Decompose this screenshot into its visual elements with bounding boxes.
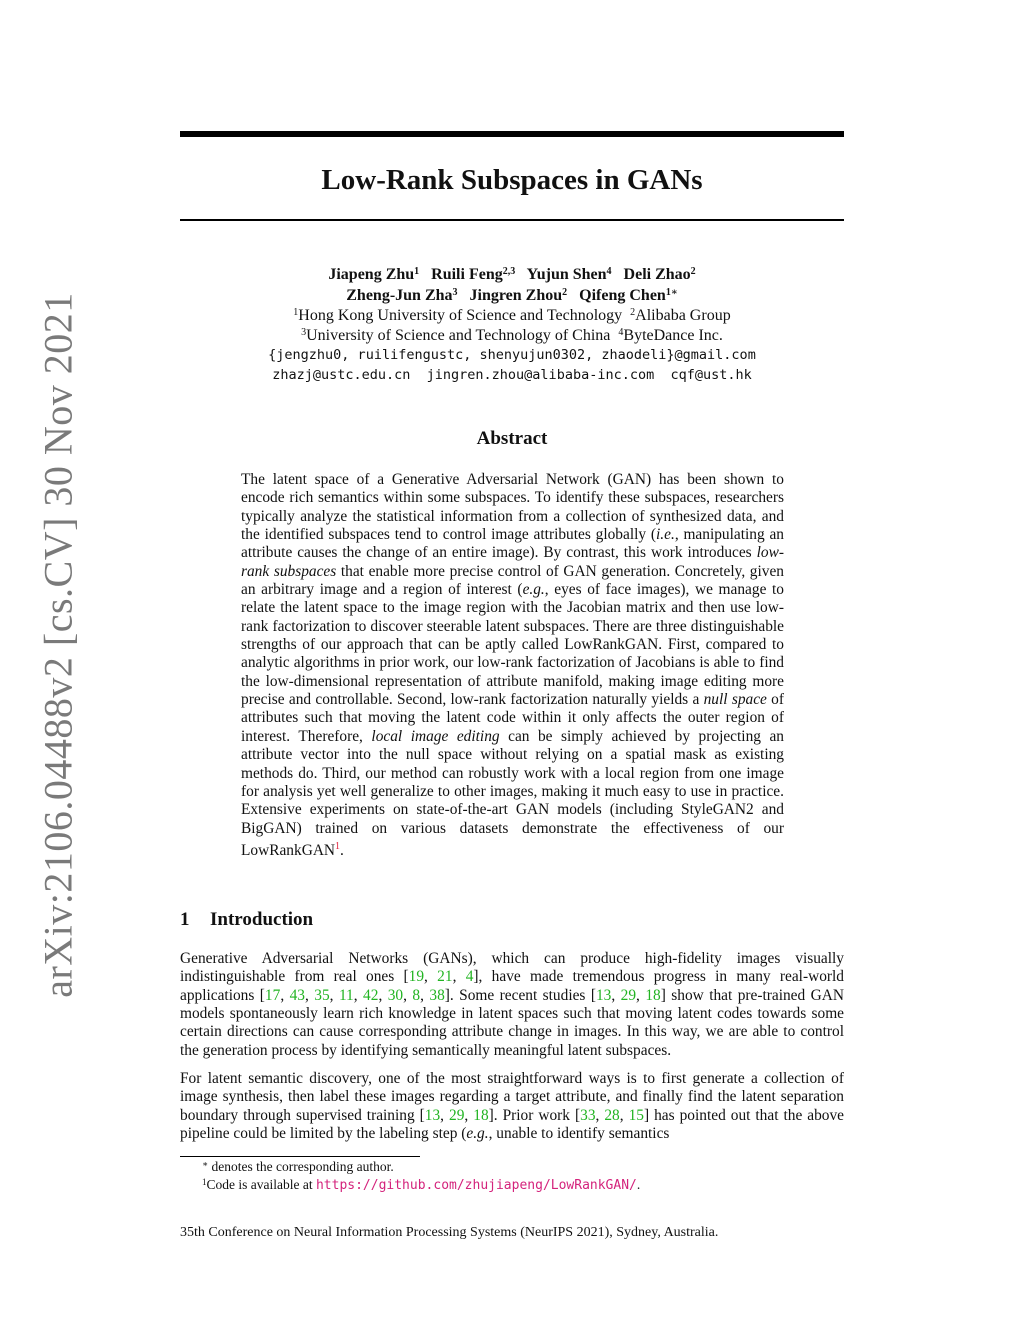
footnote-text: Code is available at bbox=[206, 1177, 316, 1192]
abstract-italic-local-editing: local image editing bbox=[371, 727, 500, 745]
title-top-rule bbox=[180, 131, 844, 137]
citation-link[interactable]: 29 bbox=[449, 1106, 465, 1124]
author-name: Ruili Feng bbox=[431, 266, 503, 283]
footnote-link-1[interactable]: 1 bbox=[335, 840, 341, 852]
citation-link[interactable]: 4 bbox=[465, 968, 474, 986]
affiliations-line-2 bbox=[180, 326, 844, 346]
affiliation-mark: 4 bbox=[618, 327, 624, 338]
footnote-divider bbox=[180, 1156, 420, 1157]
author-list bbox=[180, 264, 844, 306]
paragraph-text: ]. Some recent studies [ bbox=[444, 986, 596, 1004]
footnote-text: denotes the corresponding author. bbox=[208, 1159, 394, 1174]
citation-link[interactable]: 38 bbox=[429, 986, 445, 1004]
affiliation-mark: 1 bbox=[293, 307, 299, 318]
citation-link[interactable]: 17 bbox=[264, 986, 281, 1004]
citation-link[interactable]: 21 bbox=[437, 968, 453, 986]
citation-link[interactable]: 35 bbox=[314, 986, 330, 1004]
paragraph-text: Generative Adversarial Networks (GANs), which can produce high-fidelity images visually indistinguishable from real ones [ bbox=[180, 950, 844, 986]
paragraph-italic-eg: e.g. bbox=[466, 1125, 489, 1143]
abstract-text: , eyes of face images), we manage to relate the latent space to the image region with the Jacobian matrix and then use low-rank factorization to discover steerable latent subspaces. There are three distinguishable strengths of our approach that can be aptly called LowRankGAN. First, compared to analytic algorithms in prior work, our low-rank factorization of Jacobians is able to find the low-dimensional representation of attribute manifold, making image editing more precise and controllable. Second, low-rank factorization naturally yields a bbox=[241, 581, 784, 709]
authors-line-1 bbox=[180, 264, 844, 285]
author-name: Yujun Shen bbox=[526, 266, 607, 283]
abstract-heading: Abstract bbox=[476, 428, 548, 449]
arxiv-identifier-stamp: arXiv:2106.04488v2 [cs.CV] 30 Nov 2021 bbox=[35, 292, 81, 998]
email-line-1: {jengzhu0, ruilifengustc, shenyujun0302, zhaodeli}@gmail.com bbox=[268, 347, 756, 363]
citation-link[interactable]: 18 bbox=[473, 1106, 489, 1124]
abstract-text: that enable more precise control of GAN generation. Concretely, given an arbitrary image and a region of interest ( bbox=[241, 562, 784, 599]
citation-link[interactable]: 29 bbox=[620, 986, 637, 1004]
author-name: Qifeng Chen bbox=[579, 287, 666, 304]
footnote-mark: ∗ bbox=[202, 1159, 209, 1169]
affiliation-mark: 3 bbox=[301, 327, 307, 338]
author-name: Zheng-Jun Zha bbox=[346, 287, 453, 304]
citation-link[interactable]: 33 bbox=[580, 1106, 596, 1124]
citation-link[interactable]: 18 bbox=[645, 986, 661, 1004]
section-title: Introduction bbox=[210, 909, 314, 930]
abstract-text: can be simply achieved by projecting an attribute vector into the null space without relying on a spatial mask as existing methods do. Third, our method can robustly work with a local region from one image for analysis yet well generalize to other images, making it much easy to use in practice. Extensive experiments on state-of-the-art GAN models (including StyleGAN2 and BigGAN) trained on various datasets demonstrate the effectiveness of our LowRankGAN bbox=[241, 727, 784, 859]
abstract-italic-ie: i.e. bbox=[656, 526, 675, 544]
citation-link[interactable]: 30 bbox=[387, 986, 404, 1004]
citation-link[interactable]: 42 bbox=[363, 986, 379, 1004]
citation-link[interactable]: 43 bbox=[289, 986, 305, 1004]
abstract-text: of attributes such that moving the latent code within it only affects the outer region of interest. Therefore, bbox=[241, 691, 784, 745]
title-bottom-rule bbox=[180, 219, 844, 221]
affiliation-mark: 2 bbox=[630, 307, 636, 318]
abstract-italic-eg: e.g. bbox=[522, 581, 545, 599]
footnote-text: . bbox=[636, 1177, 641, 1192]
abstract-text: . bbox=[340, 842, 344, 859]
paragraph-text: ] has pointed out that the above pipeline could be limited by the labeling step ( bbox=[180, 1106, 845, 1143]
author-name: Jingren Zhou bbox=[469, 287, 563, 304]
footnote-mark: 1 bbox=[202, 1177, 207, 1187]
abstract-italic-null-space: null space bbox=[703, 691, 767, 709]
affiliation-ustc: University of Science and Technology of China bbox=[306, 327, 611, 344]
intro-paragraph-1: Generative Adversarial Networks (GANs), which can produce high-fidelity images visually indistinguishable from real ones [19, 21, 4], have made tremendous progress in many real-world applications [17, 43, 35, 11, 42, 30, 8, 38]. Some recent studies [13, 29, 18] show that pre-trained GAN models spontaneously learn rich knowledge in latent spaces such that moving latent codes towards some certain directions can cause corresponding attribute change in images. In this way, we are able to control the generation process by identifying semantically meaningful latent subspaces. bbox=[180, 950, 844, 1059]
email-line-2: zhazj@ustc.edu.cn jingren.zhou@alibaba-inc.com cqf@ust.hk bbox=[272, 367, 752, 383]
abstract-body bbox=[241, 471, 784, 860]
paragraph-text: ], have made tremendous progress in many real-world applications [ bbox=[180, 968, 844, 1004]
author-affiliation-mark: 2 bbox=[562, 287, 568, 298]
section-number: 1 bbox=[180, 909, 190, 930]
paragraph-text: For latent semantic discovery, one of the most straightforward ways is to first generate a collection of image synthesis, then label these images regarding a target attribute, and finally find the latent separation boundary through supervised training [ bbox=[180, 1070, 844, 1124]
intro-paragraph-2: For latent semantic discovery, one of the most straightforward ways is to first generate a collection of image synthesis, then label these images regarding a target attribute, and finally find the latent separation boundary through supervised training [13, 29, 18]. Prior work [33, 28, 15] has pointed out that the above pipeline could be limited by the labeling step (e.g., unable to identify semantics bbox=[180, 1070, 845, 1143]
github-url-link[interactable]: https://github.com/zhujiapeng/LowRankGAN/ bbox=[315, 1178, 637, 1193]
author-affiliation-mark: 2,3 bbox=[502, 266, 516, 277]
affiliation-hkust: Hong Kong University of Science and Technology bbox=[298, 307, 623, 324]
abstract-italic-low-rank: low-rank subspaces bbox=[241, 544, 784, 580]
citation-link[interactable]: 11 bbox=[338, 986, 354, 1004]
citation-link[interactable]: 13 bbox=[424, 1106, 441, 1124]
affiliation-bytedance: ByteDance Inc. bbox=[623, 327, 723, 344]
author-affiliation-mark: 2 bbox=[690, 266, 696, 277]
footnote-corresponding-author bbox=[202, 1158, 394, 1175]
citation-link[interactable]: 8 bbox=[412, 986, 421, 1004]
author-name: Deli Zhao bbox=[623, 266, 691, 283]
author-affiliation-mark: 1∗ bbox=[665, 287, 678, 298]
author-affiliation-mark: 4 bbox=[606, 266, 612, 277]
paragraph-text: ] show that pre-trained GAN models spontaneously learn rich knowledge in latent spaces such that moving latent codes towards some certain directions can cause corresponding attribute change in images. In this way, we are able to control the generation process by identifying semantically meaningful latent subspaces. bbox=[180, 986, 844, 1059]
conference-venue-footer: 35th Conference on Neural Information Processing Systems (NeurIPS 2021), Sydney, Australia. bbox=[180, 1225, 719, 1240]
paragraph-text: , unable to identify semantics bbox=[488, 1125, 670, 1143]
citation-link[interactable]: 13 bbox=[595, 986, 612, 1004]
affiliation-alibaba: Alibaba Group bbox=[635, 307, 731, 324]
footnote-code-availability bbox=[202, 1176, 640, 1194]
section-heading-introduction bbox=[180, 909, 313, 931]
citation-link[interactable]: 15 bbox=[628, 1106, 644, 1124]
paragraph-text: ]. Prior work [ bbox=[488, 1106, 581, 1124]
author-affiliation-mark: 3 bbox=[452, 287, 458, 298]
authors-line-2 bbox=[180, 285, 844, 306]
author-name: Jiapeng Zhu bbox=[328, 266, 415, 283]
affiliations-line-1 bbox=[180, 306, 844, 326]
abstract-text: , manipulating an attribute causes the change of an entire image). By contrast, this work introduces bbox=[241, 526, 784, 562]
author-affiliation-mark: 1 bbox=[414, 266, 420, 277]
citation-link[interactable]: 28 bbox=[604, 1106, 620, 1124]
abstract-text: The latent space of a Generative Adversarial Network (GAN) has been shown to encode rich semantics within some subspaces. To identify these subspaces, researchers typically analyze the statistical information from a collection of synthesized data, and the identified subspaces tend to control image attributes globally ( bbox=[241, 471, 784, 544]
paper-title: Low-Rank Subspaces in GANs bbox=[321, 164, 703, 196]
citation-link[interactable]: 19 bbox=[408, 968, 425, 986]
